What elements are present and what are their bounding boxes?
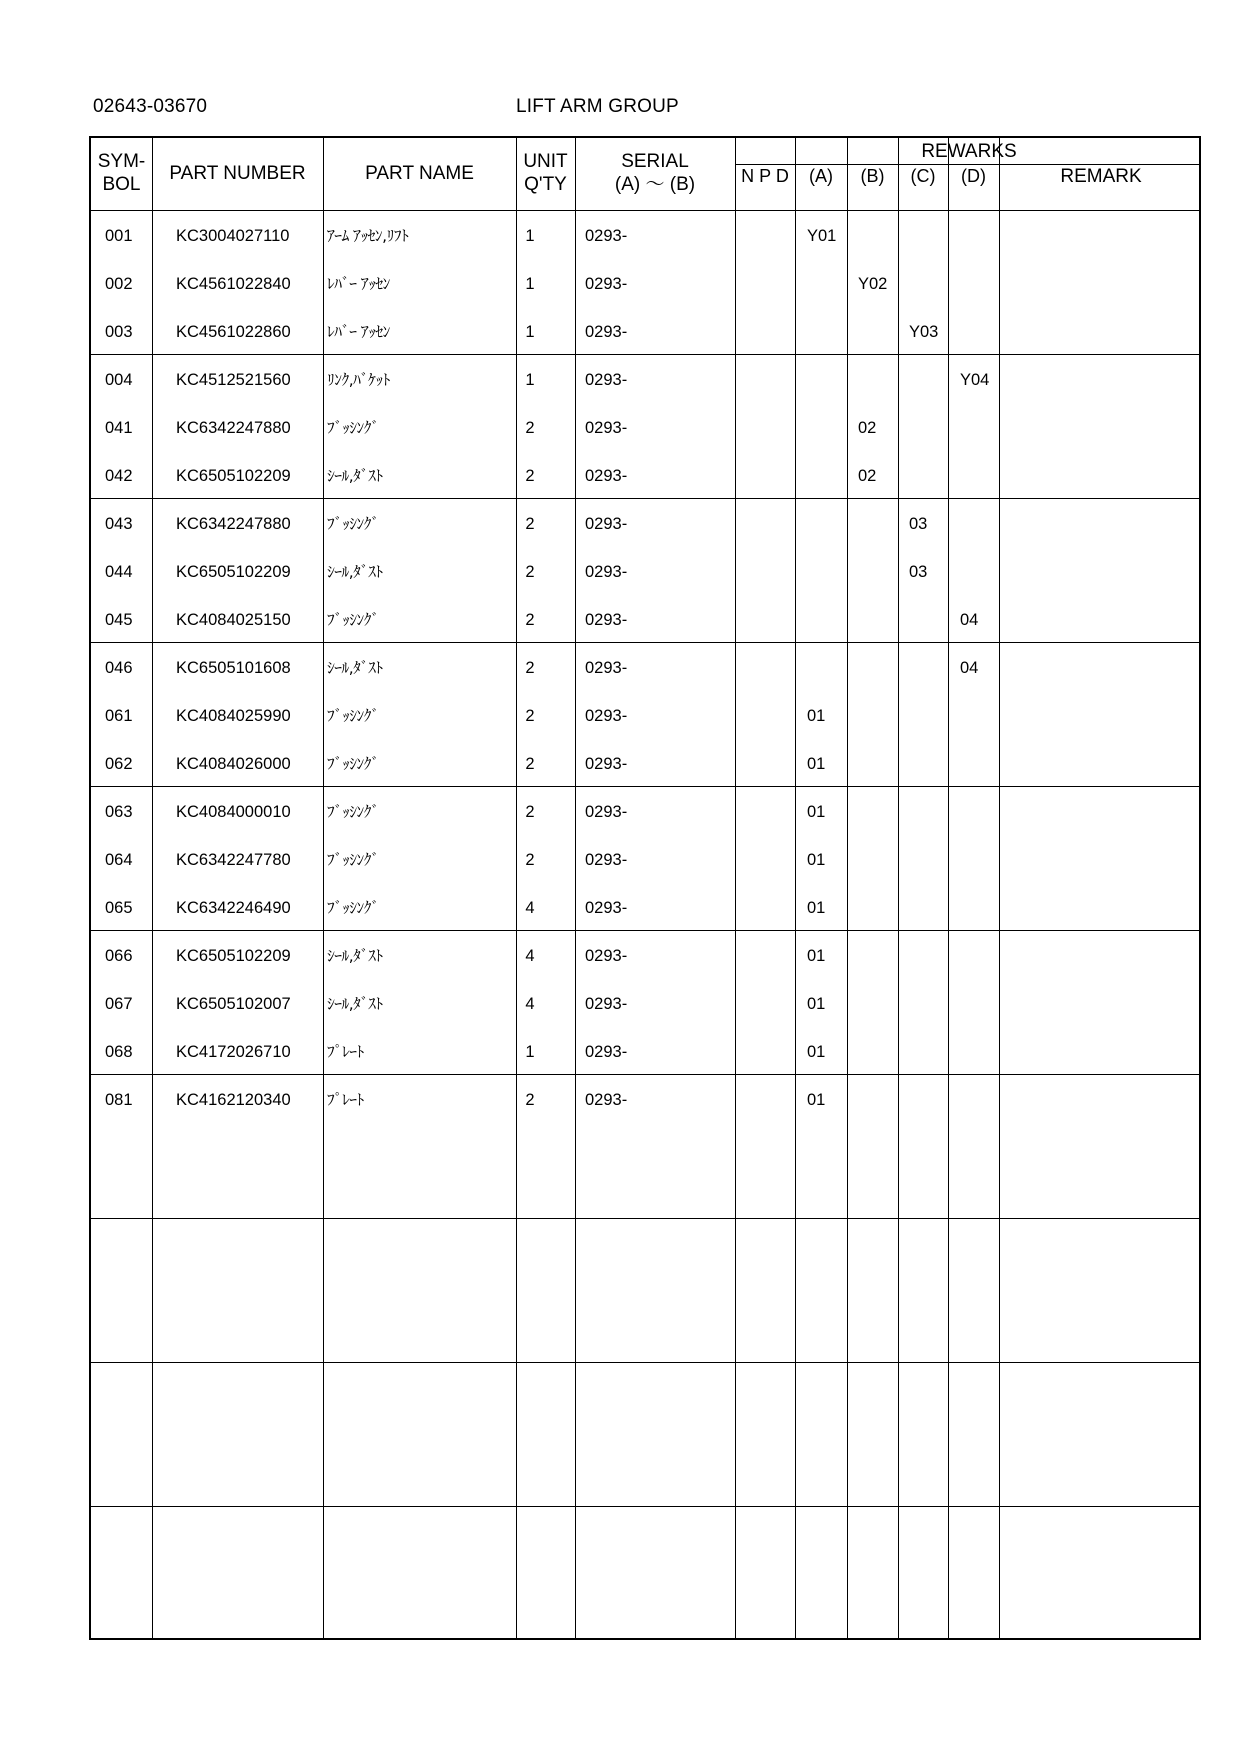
part-number-cell: KC6505102209 <box>176 467 291 485</box>
part-name-cell: ﾚﾊﾞｰ ｱｯｾﾝ <box>327 323 390 341</box>
col-a-cell: 01 <box>807 1043 826 1061</box>
part-name-cell: ｼｰﾙ,ﾀﾞｽﾄ <box>327 659 383 677</box>
part-name-cell: ﾌﾞｯｼﾝｸﾞ <box>327 419 379 437</box>
qty-cell: 4 <box>525 899 535 917</box>
group-divider <box>91 1362 1199 1363</box>
part-name-cell: ﾌﾟﾚｰﾄ <box>327 1091 364 1109</box>
part-name-cell: ｼｰﾙ,ﾀﾞｽﾄ <box>327 563 383 581</box>
serial-cell: 0293- <box>585 755 628 773</box>
header-symbol: SYM- BOL <box>97 151 146 195</box>
header-serial: SERIAL (A) ～ (B) <box>614 151 696 195</box>
part-name-cell: ﾌﾞｯｼﾝｸﾞ <box>327 851 379 869</box>
qty-cell: 2 <box>525 467 535 485</box>
part-name-cell: ﾚﾊﾞｰ ｱｯｾﾝ <box>327 275 390 293</box>
part-number-cell: KC4561022840 <box>176 275 291 293</box>
symbol-cell: 045 <box>105 611 133 629</box>
part-name-cell: ﾌﾟﾚｰﾄ <box>327 1043 364 1061</box>
serial-cell: 0293- <box>585 371 628 389</box>
symbol-cell: 066 <box>105 947 133 965</box>
header-col-c: (C) <box>910 166 936 186</box>
part-name-cell: ｱｰﾑ ｱｯｾﾝ,ﾘﾌﾄ <box>327 227 409 245</box>
header-part-name: PART NAME <box>365 163 474 184</box>
col-d-cell: 04 <box>960 611 979 629</box>
symbol-cell: 041 <box>105 419 133 437</box>
qty-cell: 2 <box>525 851 535 869</box>
serial-cell: 0293- <box>585 803 628 821</box>
part-name-cell: ｼｰﾙ,ﾀﾞｽﾄ <box>327 995 383 1013</box>
symbol-cell: 067 <box>105 995 133 1013</box>
serial-cell: 0293- <box>585 851 628 869</box>
table-row <box>91 740 1199 788</box>
table-row <box>91 452 1199 500</box>
col-a-cell: 01 <box>807 755 826 773</box>
col-b-cell: 02 <box>858 419 877 437</box>
table-row <box>91 932 1199 980</box>
group-divider <box>91 1218 1199 1219</box>
part-name-cell: ﾘﾝｸ,ﾊﾞｹｯﾄ <box>327 371 390 389</box>
part-number-cell: KC4172026710 <box>176 1043 291 1061</box>
header-part-number: PART NUMBER <box>169 163 306 184</box>
symbol-cell: 002 <box>105 275 133 293</box>
symbol-cell: 043 <box>105 515 133 533</box>
table-row <box>91 836 1199 884</box>
serial-cell: 0293- <box>585 563 628 581</box>
qty-cell: 4 <box>525 995 535 1013</box>
serial-cell: 0293- <box>585 899 628 917</box>
symbol-cell: 044 <box>105 563 133 581</box>
col-a-cell: 01 <box>807 947 826 965</box>
part-number-cell: KC6342247780 <box>176 851 291 869</box>
symbol-cell: 068 <box>105 1043 133 1061</box>
col-a-cell: 01 <box>807 995 826 1013</box>
table-row <box>91 644 1199 692</box>
col-a-cell: 01 <box>807 851 826 869</box>
part-number-cell: KC6505102209 <box>176 947 291 965</box>
table-row <box>91 548 1199 596</box>
symbol-cell: 046 <box>105 659 133 677</box>
serial-cell: 0293- <box>585 1043 628 1061</box>
part-name-cell: ｼｰﾙ,ﾀﾞｽﾄ <box>327 467 383 485</box>
symbol-cell: 081 <box>105 1091 133 1109</box>
part-name-cell: ﾌﾞｯｼﾝｸﾞ <box>327 707 379 725</box>
header-bottom-line <box>91 210 1199 211</box>
group-divider <box>91 1506 1199 1507</box>
col-a-cell: Y01 <box>807 227 837 245</box>
part-number-cell: KC6342247880 <box>176 515 291 533</box>
table-row <box>91 1028 1199 1076</box>
table-row <box>91 1076 1199 1124</box>
header-unit-qty: UNIT Q'TY <box>523 151 568 195</box>
header-remark: REMARK <box>1060 166 1142 187</box>
qty-cell: 2 <box>525 659 535 677</box>
col-a-cell: 01 <box>807 707 826 725</box>
serial-cell: 0293- <box>585 611 628 629</box>
table-row <box>91 884 1199 932</box>
col-a-cell: 01 <box>807 899 826 917</box>
serial-cell: 0293- <box>585 659 628 677</box>
header-col-d: (D) <box>961 166 986 186</box>
table-row <box>91 980 1199 1028</box>
part-name-cell: ﾌﾞｯｼﾝｸﾞ <box>327 515 379 533</box>
part-number-cell: KC4084000010 <box>176 803 291 821</box>
table-row <box>91 356 1199 404</box>
part-number-cell: KC6505102209 <box>176 563 291 581</box>
col-a-cell: 01 <box>807 1091 826 1109</box>
col-b-cell: Y02 <box>858 275 888 293</box>
part-number-cell: KC4084026000 <box>176 755 291 773</box>
document-code: 02643-03670 <box>93 96 208 117</box>
part-name-cell: ﾌﾞｯｼﾝｸﾞ <box>327 803 379 821</box>
table-row <box>91 692 1199 740</box>
part-number-cell: KC6342246490 <box>176 899 291 917</box>
table-row <box>91 404 1199 452</box>
part-number-cell: KC4561022860 <box>176 323 291 341</box>
header-col-a: (A) <box>809 166 833 186</box>
symbol-cell: 063 <box>105 803 133 821</box>
symbol-cell: 065 <box>105 899 133 917</box>
qty-cell: 2 <box>525 1091 535 1109</box>
qty-cell: 2 <box>525 755 535 773</box>
header-npd: N P D <box>741 166 789 186</box>
table-row <box>91 260 1199 308</box>
part-number-cell: KC4162120340 <box>176 1091 291 1109</box>
col-c-cell: 03 <box>909 563 928 581</box>
serial-cell: 0293- <box>585 227 628 245</box>
qty-cell: 1 <box>525 323 535 341</box>
part-name-cell: ﾌﾞｯｼﾝｸﾞ <box>327 755 379 773</box>
col-d-cell: 04 <box>960 659 979 677</box>
col-b-cell: 02 <box>858 467 877 485</box>
qty-cell: 2 <box>525 563 535 581</box>
part-number-cell: KC6342247880 <box>176 419 291 437</box>
col-c-cell: Y03 <box>909 323 939 341</box>
parts-table <box>89 136 1201 1640</box>
part-number-cell: KC3004027110 <box>176 227 290 245</box>
part-number-cell: KC4512521560 <box>176 371 291 389</box>
col-a-cell: 01 <box>807 803 826 821</box>
table-row <box>91 596 1199 644</box>
qty-cell: 2 <box>525 419 535 437</box>
qty-cell: 1 <box>525 371 535 389</box>
part-number-cell: KC4084025150 <box>176 611 291 629</box>
symbol-cell: 062 <box>105 755 133 773</box>
part-number-cell: KC6505101608 <box>176 659 291 677</box>
qty-cell: 2 <box>525 611 535 629</box>
symbol-cell: 061 <box>105 707 133 725</box>
document-title: LIFT ARM GROUP <box>516 96 679 117</box>
symbol-cell: 001 <box>105 227 133 245</box>
part-number-cell: KC4084025990 <box>176 707 291 725</box>
serial-cell: 0293- <box>585 995 628 1013</box>
table-row <box>91 788 1199 836</box>
symbol-cell: 004 <box>105 371 133 389</box>
serial-cell: 0293- <box>585 707 628 725</box>
qty-cell: 2 <box>525 515 535 533</box>
qty-cell: 1 <box>525 275 535 293</box>
part-name-cell: ﾌﾞｯｼﾝｸﾞ <box>327 611 379 629</box>
qty-cell: 1 <box>525 1043 535 1061</box>
serial-cell: 0293- <box>585 515 628 533</box>
table-row <box>91 308 1199 356</box>
qty-cell: 2 <box>525 803 535 821</box>
qty-cell: 4 <box>525 947 535 965</box>
part-name-cell: ｼｰﾙ,ﾀﾞｽﾄ <box>327 947 383 965</box>
header-rewarks: REWARKS <box>921 141 1017 162</box>
serial-cell: 0293- <box>585 1091 628 1109</box>
serial-cell: 0293- <box>585 323 628 341</box>
qty-cell: 2 <box>525 707 535 725</box>
header-col-b: (B) <box>860 166 885 186</box>
serial-cell: 0293- <box>585 467 628 485</box>
symbol-cell: 042 <box>105 467 133 485</box>
serial-cell: 0293- <box>585 947 628 965</box>
qty-cell: 1 <box>525 227 535 245</box>
part-number-cell: KC6505102007 <box>176 995 291 1013</box>
symbol-cell: 003 <box>105 323 133 341</box>
table-row <box>91 500 1199 548</box>
table-row <box>91 212 1199 260</box>
serial-cell: 0293- <box>585 419 628 437</box>
part-name-cell: ﾌﾞｯｼﾝｸﾞ <box>327 899 379 917</box>
col-d-cell: Y04 <box>960 371 990 389</box>
col-c-cell: 03 <box>909 515 928 533</box>
symbol-cell: 064 <box>105 851 133 869</box>
serial-cell: 0293- <box>585 275 628 293</box>
